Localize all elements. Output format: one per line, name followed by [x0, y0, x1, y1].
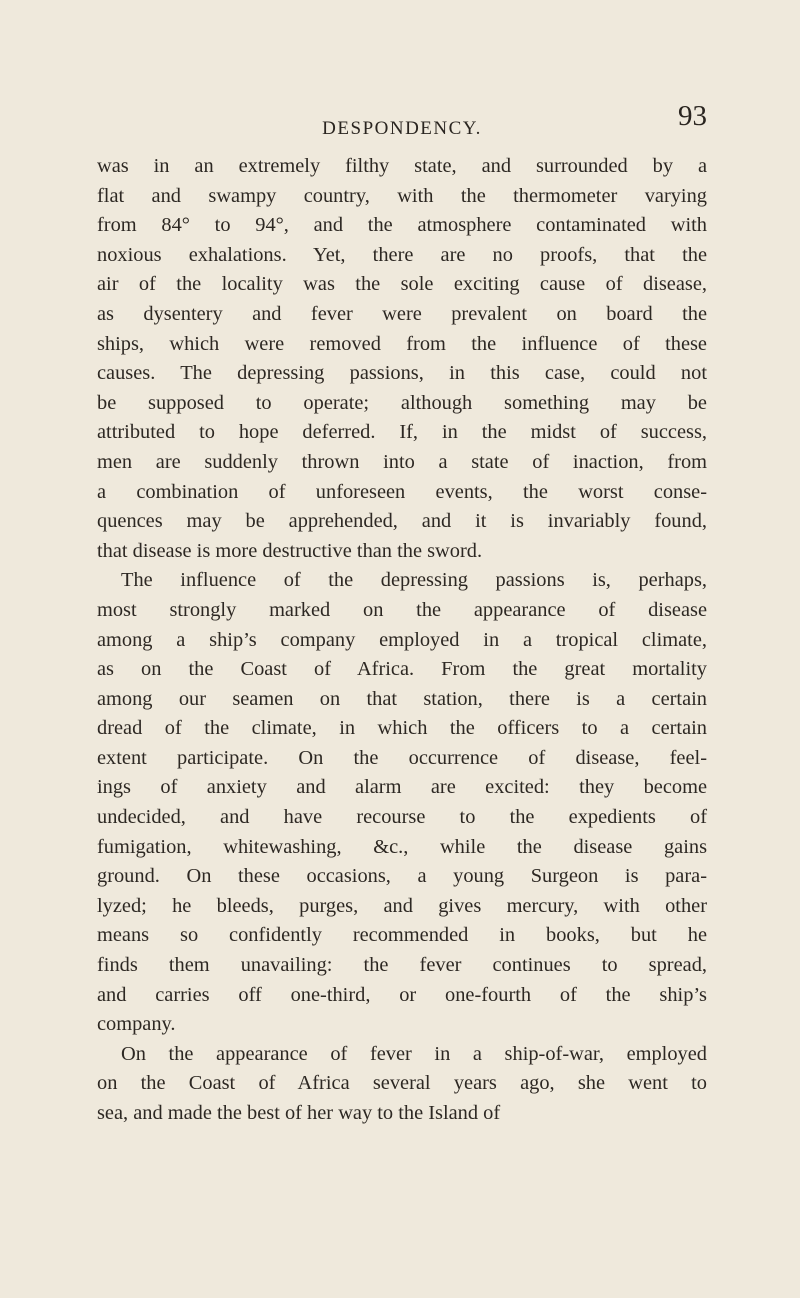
text-line: was in an extremely filthy state, and surrounded by a: [97, 155, 707, 177]
text-line: as on the Coast of Africa. From the great mortality: [97, 658, 707, 681]
text-line: most strongly marked on the appearance of disease: [97, 598, 707, 621]
text-line: a combination of unforeseen events, the worst conse-: [97, 480, 707, 503]
text-line: sea, and made the best of her way to the Island of: [97, 1102, 501, 1124]
text-line: flat and swampy country, with the thermometer varying: [97, 184, 707, 207]
text-line: that disease is more destructive than the sword.: [97, 539, 483, 562]
text-line: company.: [97, 1013, 176, 1036]
text-line: air of the locality was the sole exciting cause of disease,: [97, 273, 707, 296]
text-line: finds them unavailing: the fever continues to spread,: [97, 954, 707, 977]
paragraph: [97, 566, 707, 1040]
text-line: from 84° to 94°, and the atmosphere contaminated with: [97, 214, 707, 237]
text-line: ground. On these occasions, a young Surgeon is para-: [97, 865, 707, 888]
text-line: as dysentery and fever were prevalent on board the: [97, 302, 707, 325]
text-line: on the Coast of Africa several years ago, she went to: [97, 1072, 707, 1095]
paragraph: [97, 1040, 707, 1129]
text-line: extent participate. On the occurrence of disease, feel-: [97, 746, 707, 769]
text-line: undecided, and have recourse to the expedients of: [97, 806, 707, 829]
text-line: The influence of the depressing passions is, perhaps,: [121, 569, 707, 592]
paragraph: [97, 152, 707, 566]
page-number: 93: [678, 100, 707, 132]
text-line: be supposed to operate; although something may be: [97, 391, 707, 414]
text-line: and carries off one-third, or one-fourth of the ship’s: [97, 983, 707, 1006]
text-line: fumigation, whitewashing, &c., while the disease gains: [97, 835, 707, 858]
text-line: attributed to hope deferred. If, in the midst of success,: [97, 421, 707, 444]
text-line: men are suddenly thrown into a state of inaction, from: [97, 450, 707, 473]
text-line: On the appearance of fever in a ship-of-war, employed: [121, 1042, 707, 1065]
text-line: among our seamen on that station, there is a certain: [97, 687, 707, 710]
text-line: among a ship’s company employed in a tropical climate,: [97, 628, 707, 651]
text-line: quences may be apprehended, and it is invariably found,: [97, 510, 707, 533]
text-line: noxious exhalations. Yet, there are no proofs, that the: [97, 243, 707, 266]
text-line: ships, which were removed from the influence of these: [97, 332, 707, 355]
running-head: [97, 88, 707, 139]
text-line: means so confidently recommended in books, but he: [97, 924, 707, 947]
text-line: causes. The depressing passions, in this case, could not: [97, 362, 707, 385]
text-line: ings of anxiety and alarm are excited: they become: [97, 776, 707, 799]
text-line: dread of the climate, in which the officers to a certain: [97, 717, 707, 740]
running-head-title: DESPONDENCY.: [322, 118, 482, 139]
body-text: [97, 152, 707, 1129]
text-line: lyzed; he bleeds, purges, and gives mercury, with other: [97, 894, 707, 917]
